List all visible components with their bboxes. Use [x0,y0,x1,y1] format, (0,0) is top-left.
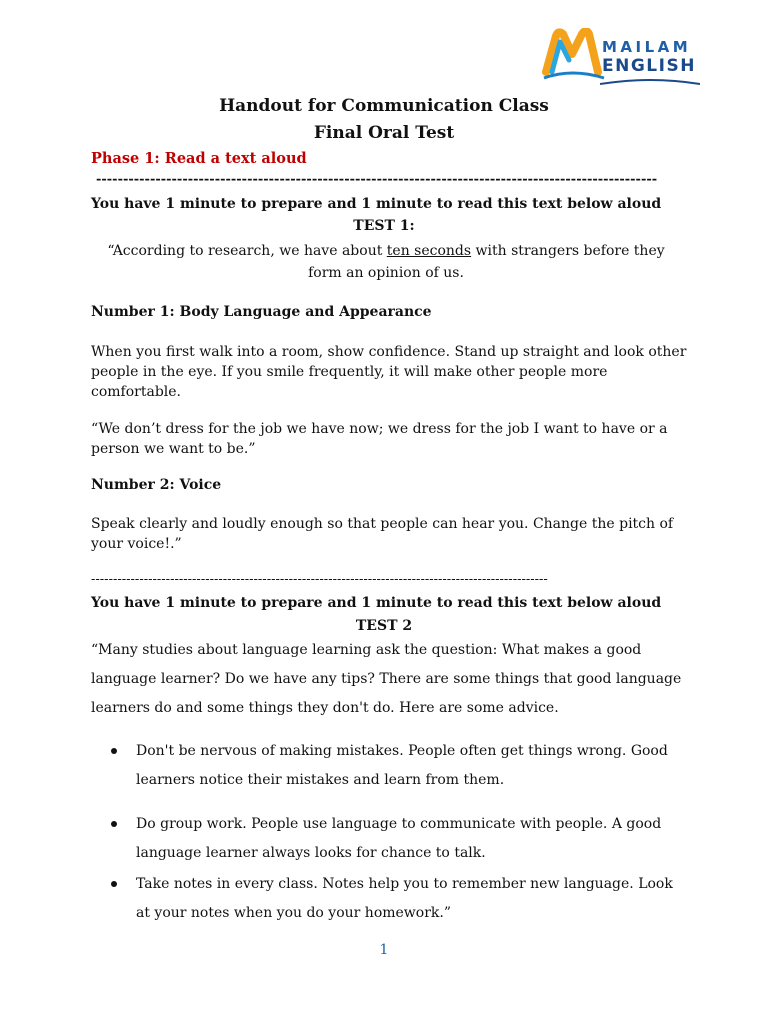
number-1-heading: Number 1: Body Language and Appearance [91,304,432,320]
intro-text-a: “According to research, we have about [107,243,387,259]
intro-underlined: ten seconds [386,243,472,259]
document-title: Handout for Communication Class [219,96,549,116]
number-2-heading: Number 2: Voice [91,477,222,493]
test-2-intro: “Many studies about language learning ask the question: What makes a good language learner? Do we have any tips? There are some things that good language learners do and some things they don't do. Here are some advice. [91,642,682,716]
mailam-english-logo [542,28,702,84]
number-2-text: Speak clearly and loudly enough so that people can hear you. Change the pitch of your voice!.” [91,516,674,552]
divider-2: -------------------------------------------------------------------------------------------------------- [91,572,548,587]
test-2-instruction: You have 1 minute to prepare and 1 minute to read this text below aloud [91,595,662,611]
dress-quote: “We don’t dress for the job we have now; we dress for the job I want to have or a person we want to be.” [91,421,668,457]
list-item-text: Don't be nervous of making mistakes. People often get things wrong. Good learners notice their mistakes and learn from them. [136,743,668,788]
bullet-icon [111,881,117,887]
document-subtitle: Final Oral Test [313,123,455,143]
logo-line-2: ENGLISH [602,56,696,76]
bullet-icon [111,821,117,827]
bullet-icon [111,748,117,754]
number-1-text: When you first walk into a room, show confidence. Stand up straight and look other people in the eye. If you smile frequently, it will make other people more comfortable. [91,344,687,400]
list-item-text: Do group work. People use language to communicate with people. A good language learner always looks for chance to talk. [136,816,662,861]
test-1-label: TEST 1: [353,218,415,234]
test-1-instruction: You have 1 minute to prepare and 1 minute to read this text below aloud [91,196,662,212]
test-1-intro [91,240,681,284]
divider-1: -------------------------------------------------------------------------------------------------------- [96,172,658,187]
intro-text-b: with strangers before they form an opinion of us. [308,243,665,281]
logo-wave-icon [600,78,700,86]
test-2-label: TEST 2 [355,618,413,634]
logo-mark-icon [542,28,606,84]
page-number: 1 [379,942,389,958]
logo-line-1: MAILAM [602,38,692,56]
phase-1-heading: Phase 1: Read a text aloud [91,150,307,167]
list-item-text: Take notes in every class. Notes help you to remember new language. Look at your notes when you do your homework.” [136,876,673,921]
